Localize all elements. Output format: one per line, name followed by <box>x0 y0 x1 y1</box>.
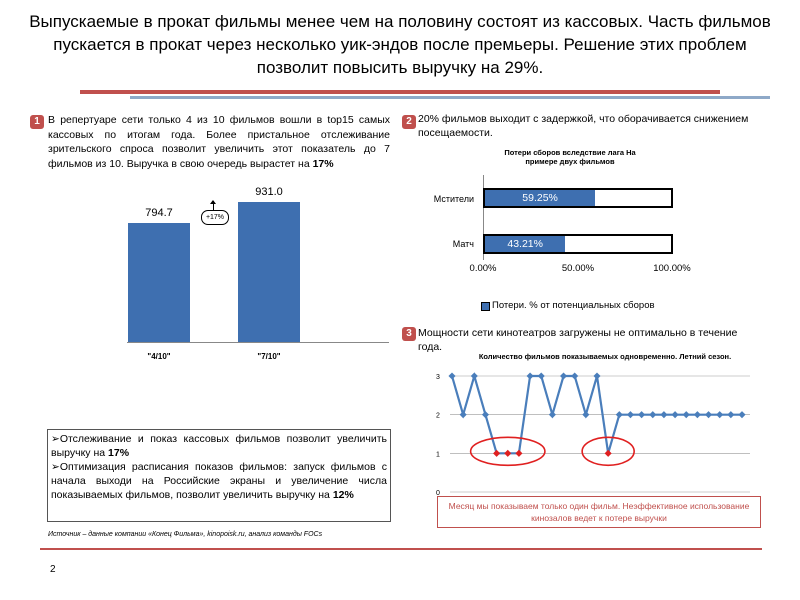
section-1-text-prefix: В репертуаре сети только 4 из 10 фильмов вошли в top15 самых кассовых по итогам года. Более пристальное отслеживание зрительского спроса позволит увеличить этот показатель до 7 фильмов из 10. Выручка в свою очередь вырастет на <box>48 114 390 170</box>
chart3-point-3 <box>482 411 489 418</box>
chart2-bar-match: 43.21% <box>485 236 565 252</box>
chart2-track-match <box>483 234 673 254</box>
concurrent-films-chart <box>420 352 760 497</box>
bullet-2-text: Оптимизация расписания показов фильмов: запуск фильмов с начала выходи на Российские экраны и увеличение числа показываемых фильмов, позволит увеличить выручку на <box>51 461 387 501</box>
chart3-ytick-2: 2 <box>436 412 440 420</box>
bullet-2: ➢Оптимизация расписания показов фильмов: запуск фильмов с начала выходи на Российские экраны и увеличение числа показываемых фильмов, позволит увеличить выручку на 12% <box>51 461 387 501</box>
chart1-category-7-10: "7/10" <box>257 352 281 361</box>
source-note: Источник – данные компании «Конец Фильма», kinopoisk.ru, анализ команды FOCs <box>48 531 323 538</box>
chart1-category-4-10: "4/10" <box>147 352 171 361</box>
chart3-point-0 <box>448 372 455 379</box>
chart3-point-1 <box>460 411 467 418</box>
section-1-badge: 1 <box>30 115 44 129</box>
section-2-text: 20% фильмов выходит с задержкой, что оборачивается снижением посещаемости. <box>418 113 749 139</box>
chart3-point-5 <box>504 450 511 457</box>
bullet-1-text: Отслеживание и показ кассовых фильмов позволит увеличить выручку на <box>51 433 387 459</box>
chart2-xtick-0: 0.00% <box>469 263 497 274</box>
chart3-point-11 <box>571 372 578 379</box>
growth-arrow-head-icon <box>210 200 216 204</box>
chart3-title: Количество фильмов показываемых одновременно. Летний сезон. <box>478 352 732 361</box>
lag-losses-chart <box>420 145 760 320</box>
chart2-xtick-50: 50.00% <box>561 263 595 274</box>
growth-bubble: +17% <box>201 210 229 225</box>
chart3-point-20 <box>672 411 679 418</box>
chart3-ytick-1: 1 <box>436 451 440 459</box>
bullet-1-bold: 17% <box>108 447 130 459</box>
chart2-xtick-100: 100.00% <box>653 263 691 274</box>
chart2-legend-label: Потери. % от потенциальных сборов <box>492 300 655 311</box>
section-2-badge: 2 <box>402 115 416 129</box>
page-number: 2 <box>50 564 56 575</box>
section-1-text <box>48 113 390 171</box>
chart3-point-6 <box>515 450 522 457</box>
chart2-bar-mstiteli: 59.25% <box>485 190 595 206</box>
title-divider <box>80 90 720 94</box>
chart3-point-7 <box>527 372 534 379</box>
recommendations-box <box>47 429 391 522</box>
section-1-text-bold: 17% <box>312 157 334 170</box>
chart3-point-4 <box>493 450 500 457</box>
chart3-point-15 <box>616 411 623 418</box>
chart1-value-4-10: 794.7 <box>145 206 173 219</box>
chart1-x-axis <box>127 342 389 343</box>
chart1-bar-7-10 <box>238 202 300 342</box>
chart3-point-10 <box>560 372 567 379</box>
revenue-bar-chart <box>50 180 395 370</box>
section-3-text: Мощности сети кинотеатров загружены не оптимально в течение года. <box>418 327 738 353</box>
section-3-badge: 3 <box>402 327 416 341</box>
chart3-point-25 <box>727 411 734 418</box>
chart3-ytick-3: 3 <box>436 374 440 381</box>
chart3-point-23 <box>705 411 712 418</box>
bullet-1: ➢Отслеживание и показ кассовых фильмов позволит увеличить выручку на 17% <box>51 433 387 459</box>
chart2-legend-swatch <box>481 302 490 311</box>
footer-divider <box>40 548 762 550</box>
chart3-point-24 <box>716 411 723 418</box>
chart3-plot <box>420 352 760 497</box>
chart3-point-2 <box>471 372 478 379</box>
chart3-point-14 <box>605 450 612 457</box>
chart1-bar-4-10 <box>128 223 190 342</box>
bullet-2-bold: 12% <box>332 489 354 501</box>
chart2-title: Потери сборов вследствие лага На примере двух фильмов <box>504 148 636 166</box>
chart3-point-9 <box>549 411 556 418</box>
chart2-category-match: Матч <box>452 239 474 249</box>
chart2-track-mstiteli <box>483 188 673 208</box>
chart3-point-12 <box>582 411 589 418</box>
inefficiency-note: Месяц мы показываем только один фильм. Неэффективное использование кинозалов ведет к потере выручки <box>437 496 761 528</box>
chart3-point-22 <box>694 411 701 418</box>
chart3-point-17 <box>638 411 645 418</box>
chart3-point-21 <box>683 411 690 418</box>
chart3-ytick-0: 0 <box>436 490 440 497</box>
chart3-point-8 <box>538 372 545 379</box>
chart3-point-26 <box>738 411 745 418</box>
chart3-point-16 <box>627 411 634 418</box>
page-title: Выпускаемые в прокат фильмы менее чем на половину состоят из кассовых. Часть фильмов пускается в прокат через несколько уик-эндов после премьеры. Решение этих проблем позволит повысить выручку на 29%. <box>29 12 771 77</box>
chart3-point-18 <box>649 411 656 418</box>
chart3-point-13 <box>593 372 600 379</box>
chart1-value-7-10: 931.0 <box>255 186 283 199</box>
title-divider-accent <box>130 96 770 99</box>
chart2-category-mstiteli: Мстители <box>433 194 474 204</box>
chart3-point-19 <box>660 411 667 418</box>
